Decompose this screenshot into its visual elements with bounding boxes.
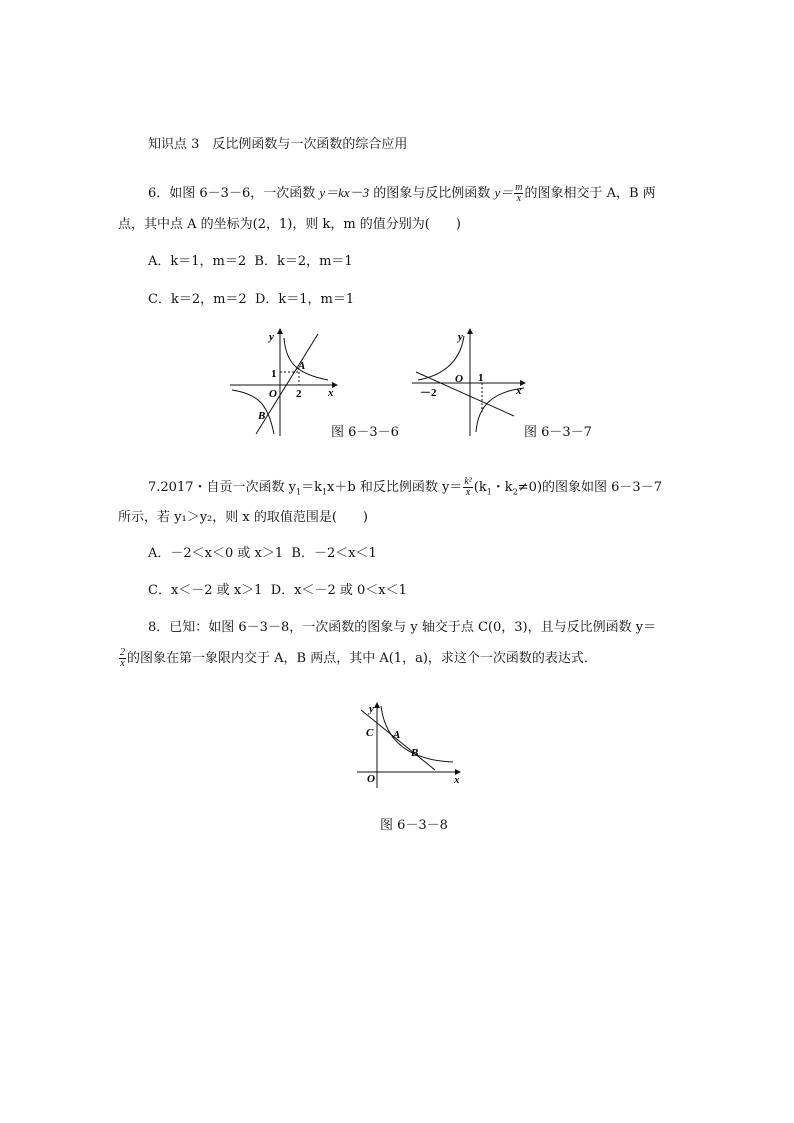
q7-line1 — [148, 477, 662, 501]
q6-option-b: B．k＝2，m＝1 — [254, 254, 353, 269]
q7-text-d: (k — [473, 480, 487, 495]
q7-text-e: ・k — [491, 480, 513, 495]
fig636-tick-1: 1 — [271, 368, 277, 380]
fig638-y-label: y — [369, 703, 374, 715]
fig636-x-label: x — [328, 387, 334, 399]
q6-option-c: C．k＝2，m＝2 — [148, 292, 247, 307]
figure-6-3-6 — [228, 326, 340, 438]
fig636-hyperbola-q1 — [284, 338, 328, 380]
fig637-tick-neg2: －2 — [420, 387, 437, 399]
q8-frac-den: x — [120, 658, 125, 669]
fig637-tick-1: 1 — [478, 372, 484, 384]
q7-option-b: B．－2＜x＜1 — [291, 546, 377, 561]
fig637-y-label: y — [458, 331, 463, 343]
fig638-point-a-label: A — [393, 729, 401, 741]
fig637-x-label: x — [516, 385, 522, 397]
q6-linear-eq: y＝kx－3 — [319, 185, 370, 200]
q6-frac-den: x — [516, 193, 522, 204]
q6-options-ab — [148, 254, 353, 270]
q7-frac-den: x — [465, 487, 471, 498]
q7-options-cd — [148, 583, 407, 599]
q7-frac-num: k² — [464, 476, 472, 487]
q6-text-a: 6．如图 6－3－6，一次函数 — [148, 186, 320, 201]
fig636-y-arrow — [277, 328, 283, 334]
q6-option-a: A．k＝1，m＝2 — [148, 254, 247, 269]
q7-text-b: ＝k — [301, 480, 322, 495]
q6-text-c: 的图象相交于 A，B 两 — [524, 186, 656, 201]
q7-text-a: 7.2017・自贡一次函数 y — [148, 480, 296, 495]
fig638-x-label: x — [454, 774, 460, 786]
q6-frac-num: m — [515, 182, 523, 193]
figure-6-3-7 — [410, 326, 532, 438]
q6-text-b: 的图象与反比例函数 — [369, 186, 495, 201]
fig638-point-c-label: C — [366, 727, 374, 739]
q7-option-c: C．x＜－2 或 x＞1 — [148, 583, 263, 598]
q8-text: 的图象在第一象限内交于 A，B 两点，其中 A(1，a)，求这个一次函数的表达式． — [127, 651, 597, 666]
fig636-y-label: y — [269, 331, 274, 343]
section-title: 知识点 3 反比例函数与一次函数的综合应用 — [148, 137, 408, 152]
q7-options-ab — [148, 546, 377, 562]
fig638-y-arrow — [374, 702, 380, 708]
q6-y-eq: y＝ — [494, 185, 514, 200]
figure-6-3-8 — [355, 698, 467, 790]
q6-line1 — [148, 183, 656, 204]
q6-options-cd — [148, 292, 354, 308]
fig636-point-a-label: A — [298, 360, 306, 372]
q7-sub-1: 1 — [295, 487, 302, 497]
fig636-caption: 图 6－3－6 — [331, 425, 399, 440]
fig638-point-b-label: B — [411, 747, 419, 759]
q7-sub-2: 2 — [512, 487, 518, 497]
q7-text-f: ≠0)的图象如图 6－3－7 — [517, 480, 662, 495]
fig636-hyperbola-q3 — [232, 390, 274, 434]
q6-fraction — [514, 183, 523, 204]
q6-option-d: D．k＝1，m＝1 — [254, 292, 355, 307]
q7-sub-1c: 1 — [486, 487, 492, 497]
fig636-tick-2: 2 — [296, 388, 302, 400]
q7-sub-1b: 1 — [321, 487, 328, 497]
q8-fraction — [119, 648, 126, 669]
q8-line1: 8．已知：如图 6－3－8，一次函数的图象与 y 轴交于点 C(0，3)，且与反比例函数 y＝ — [148, 620, 657, 635]
fig637-caption: 图 6－3－7 — [524, 425, 592, 440]
fig637-y-arrow — [467, 328, 473, 334]
fig636-origin-label: O — [269, 388, 277, 400]
q7-text-c: x＋b 和反比例函数 y＝ — [327, 480, 463, 495]
q7-option-a: A．－2＜x＜0 或 x＞1 — [148, 546, 284, 561]
q7-line2: 所示，若 y₁＞y₂，则 x 的取值范围是( ) — [118, 510, 368, 525]
fig636-point-b-label: B — [258, 410, 266, 422]
q8-frac-num: 2 — [120, 647, 125, 658]
q8-line2 — [118, 648, 597, 669]
q7-option-d: D．x＜－2 或 0＜x＜1 — [270, 583, 407, 598]
fig637-origin-label: O — [455, 373, 463, 385]
fig638-origin-label: O — [367, 773, 375, 785]
q6-line2: 点，其中点 A 的坐标为(2，1)，则 k，m 的值分别为( ) — [118, 217, 461, 232]
q7-fraction — [463, 477, 472, 498]
fig638-caption: 图 6－3－8 — [380, 818, 448, 833]
